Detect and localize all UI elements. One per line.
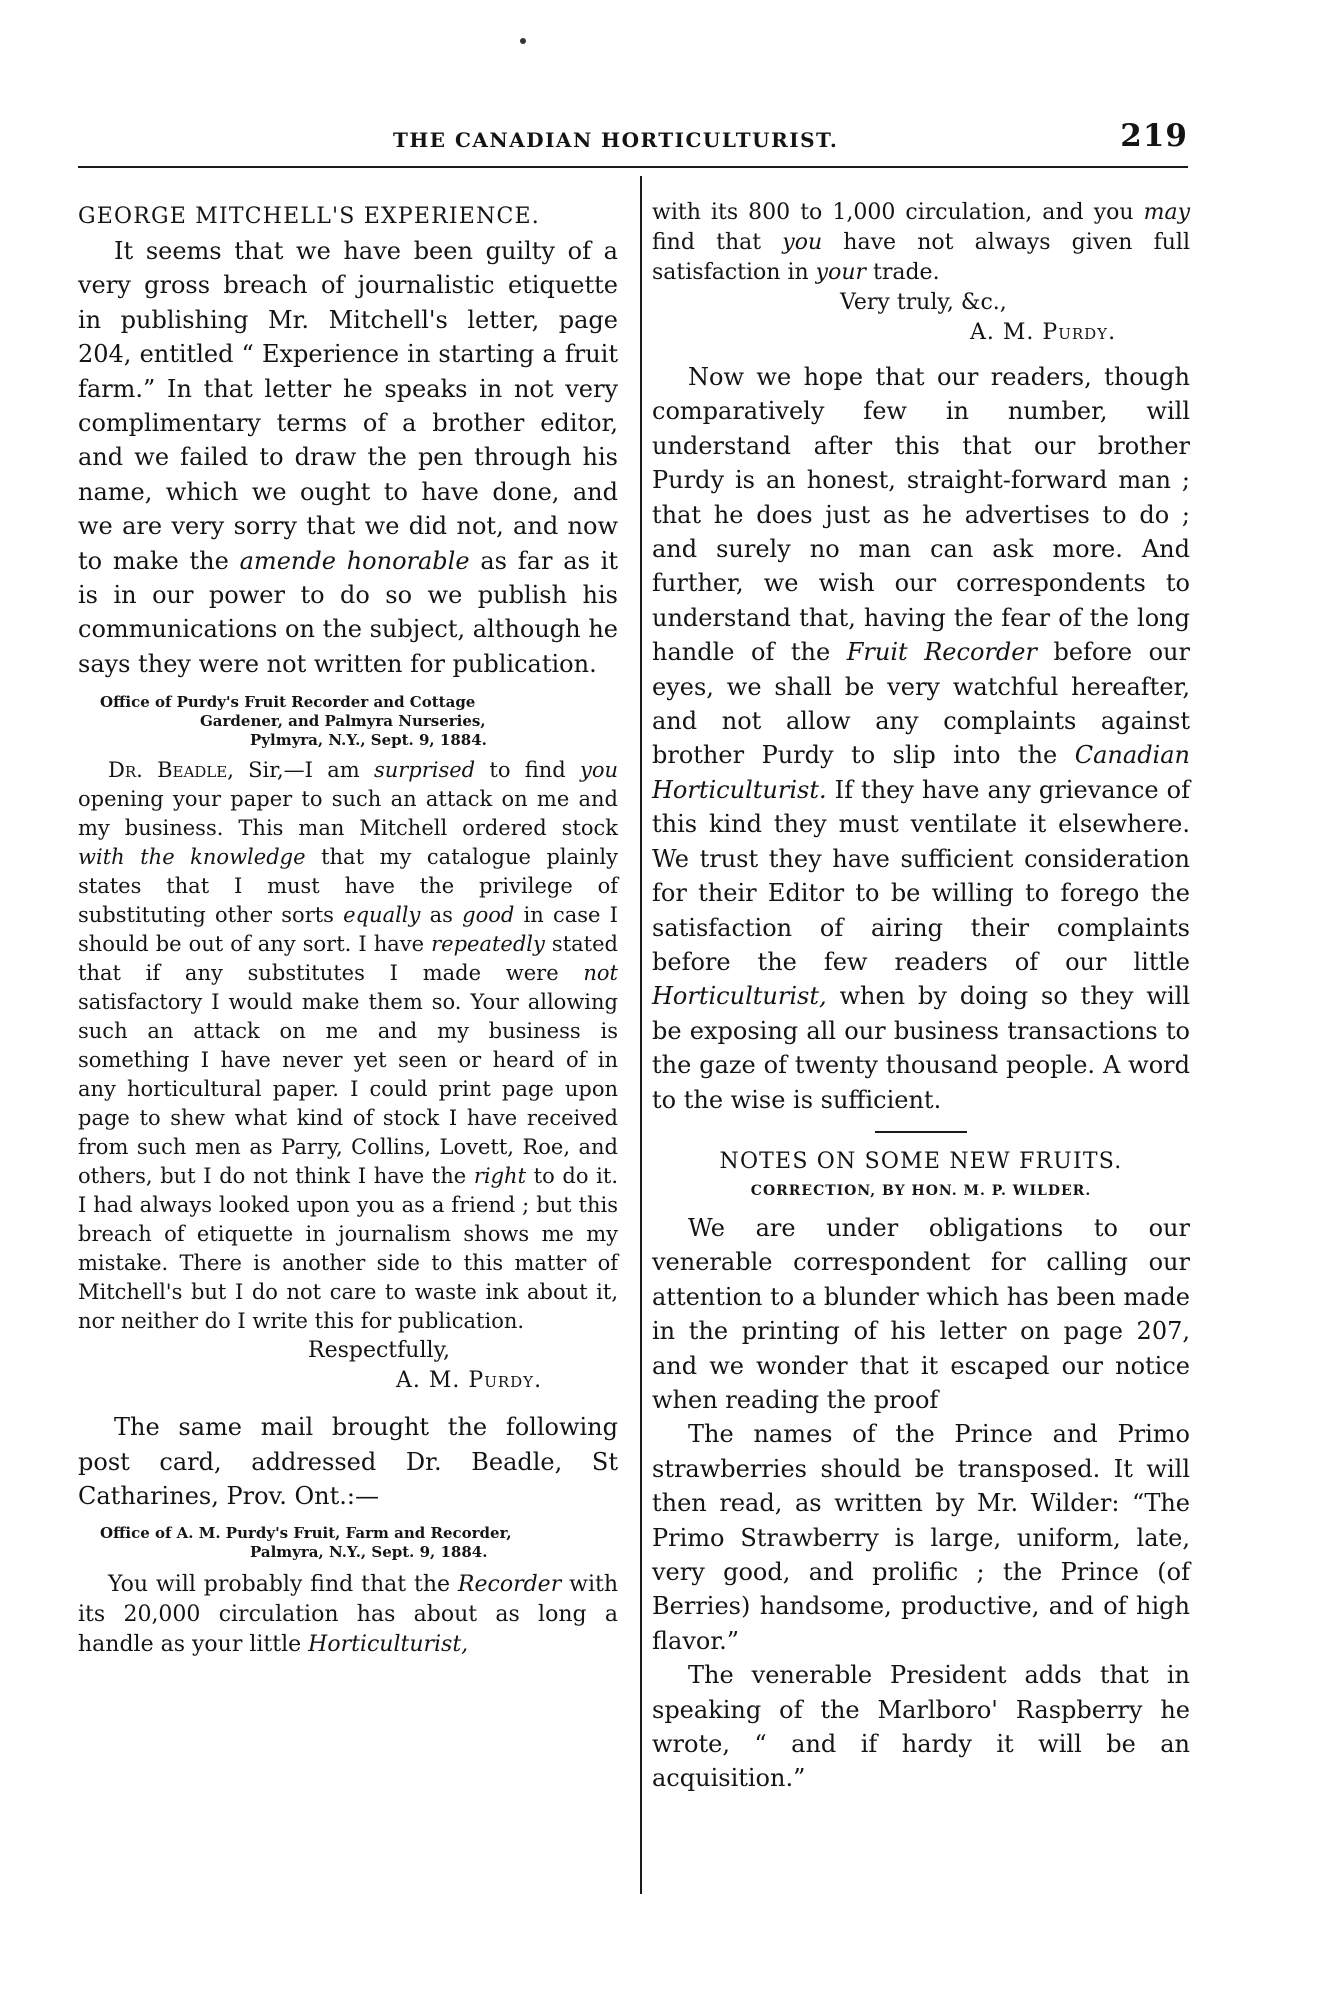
column-divider <box>640 176 642 1894</box>
purdy-letter <box>78 756 618 1336</box>
postcard-intro: The same mail brought the following post card, addressed Dr. Beadle, St Catharines, Prov. Ont.:— <box>78 1413 618 1511</box>
postcard-italic: Recorder <box>457 1571 562 1597</box>
letter-italic: repeatedly <box>431 932 545 957</box>
editorial-text: If they have any grievance of this kind they must ventilate it elsewhere. We trust they have sufficient consideration for their Editor to be willing to forego the satisfaction of airing their complaints before the few readers of our little <box>652 775 1190 976</box>
editorial-italic: Canadian Horticulturist. <box>652 741 1190 804</box>
editorial-paragraph <box>652 360 1190 1117</box>
letter-italic: right <box>473 1164 527 1189</box>
postcard-italic: you <box>782 230 823 255</box>
letter-italic: surprised <box>373 758 476 783</box>
postcard-span: You will probably find that the <box>108 1571 458 1597</box>
article-title-new-fruits: NOTES ON SOME NEW FRUITS. <box>719 1148 1123 1174</box>
letter-salutation: Dr. Beadle, <box>108 758 234 783</box>
correction-paragraph-2: The names of the Prince and Primo strawberries should be transposed. It will then read, as written by Mr. Wilder: “The Primo Strawberry is large, uniform, late, very good, and prolific ; the Prince (of Berries) handsome, productive, and of high flavor.” <box>652 1420 1190 1655</box>
letter-italic: equally <box>343 903 421 928</box>
correction-paragraph-1: We are under obligations to our venerable correspondent for calling our attention to a blunder which has been made in the printing of his letter on page 207, and we wonder that it escaped our notice when reading the proof <box>652 1213 1190 1414</box>
editorial-italic: Horticulturist, <box>652 982 827 1011</box>
letter-signature <box>78 1366 618 1396</box>
letter-text: opening your paper to such an attack on me and my business. This man Mitchell ordered stock <box>78 787 618 841</box>
dateline-purdy-recorder <box>78 693 618 750</box>
letter-italic: good <box>462 903 515 928</box>
intro-text: It seems that we have been guilty of a very gross breach of journalistic etiquette in publishing Mr. Mitchell's letter, page 204, entitled “ Experience in starting a fruit farm.” In that letter he speaks in not very complimentary terms of a brother editor, and we failed to draw the pen through his name, which we ought to have done, and we are very sorry that we did not, and now to make the <box>78 237 618 575</box>
postcard-italic: Horticulturist, <box>308 1631 469 1657</box>
letter-italic: you <box>579 758 619 783</box>
postcard-italic: your <box>815 260 866 285</box>
postcard-italic: may <box>1143 200 1190 225</box>
section-rule <box>875 1131 967 1133</box>
postcard-text <box>78 1570 618 1660</box>
editorial-text: before our eyes, we shall be very watchful hereafter, and not allow any complaints against brother Purdy to slip into the <box>652 638 1190 770</box>
postcard-span: with its 800 to 1,000 circulation, and you <box>652 200 1144 225</box>
signature-name: Purdy. <box>468 1368 543 1394</box>
dateline-line-1: Office of Purdy's Fruit Recorder and Cottage <box>100 693 476 712</box>
editorial-text: Now we hope that our readers, though comparatively few in number, will understand after this that our brother Purdy is an honest, straight-forward man ; that he does just as he advertises to do ; and surely no man can ask more. And further, we wish our correspondents to understand that, having the fear of the long handle of the <box>652 363 1190 667</box>
signature-initials: A. M. <box>970 320 1035 345</box>
letter-text: Sir,—I am <box>233 758 374 783</box>
dateline-line-2: Gardener, and Palmyra Nurseries, <box>200 712 486 731</box>
letter-text: to find <box>475 758 580 783</box>
intro-italic: amende honorable <box>239 546 470 575</box>
letter-text: in case I should be out of any sort. I have <box>78 903 618 957</box>
correction-paragraph-3: The venerable President adds that in speaking of the Marlboro' Raspberry he wrote, “ and if hardy it will be an acquisition.” <box>652 1661 1190 1793</box>
postcard-signature <box>652 318 1190 348</box>
signature-name: Purdy. <box>1042 320 1117 345</box>
left-column <box>78 200 618 1660</box>
postcard-closing: Very truly, &c., <box>840 290 1007 315</box>
postcard-span: trade. <box>866 260 940 285</box>
letter-text: satisfactory I would make them so. Your allowing such an attack on me and my business is something I have never yet seen or heard of in any horticultural paper. I could print page upon page to shew what kind of stock I have received from such men as Parry, Collins, Lovett, Roe, and others, but I do not think I have the <box>78 990 618 1189</box>
letter-italic: with the knowledge <box>78 845 306 870</box>
ink-speck <box>520 38 526 44</box>
postcard-span: find that <box>652 230 783 255</box>
postcard-continuation <box>652 198 1190 288</box>
intro-text-end: as far as it is in our power to do so we publish his communications on the subject, although he says they were not written for publication. <box>78 546 619 678</box>
running-head-title: THE CANADIAN HORTICULTURIST. <box>393 128 839 152</box>
letter-text: as <box>420 903 463 928</box>
article-subtitle-correction: CORRECTION, BY HON. M. P. WILDER. <box>750 1182 1092 1199</box>
article-title-mitchell: GEORGE MITCHELL'S EXPERIENCE. <box>78 204 540 229</box>
letter-text: that my catalogue plainly states that I must have the privilege of substituting other sorts <box>78 845 618 928</box>
editorial-text: when by doing so they will be exposing all our business transactions to the gaze of twenty thousand people. A word to the wise is sufficient. <box>652 982 1190 1114</box>
intro-paragraph <box>78 234 618 681</box>
signature-initials: A. M. <box>396 1368 461 1394</box>
editorial-italic: Fruit Recorder <box>846 638 1037 667</box>
postcard-span: with its 20,000 circulation has about as long a handle as your little <box>78 1571 619 1657</box>
running-head <box>78 118 1188 158</box>
dateline-purdy-farm <box>78 1524 618 1562</box>
letter-text: to do it. I had always looked upon you as a friend ; but this breach of etiquette in journalism shows me my mistake. There is another side to this matter of Mitchell's but I do not care to waste ink about it, nor neither do I write this for publication. <box>78 1164 619 1334</box>
dateline2-line-2: Palmyra, N.Y., Sept. 9, 1884. <box>250 1542 488 1561</box>
page-number: 219 <box>1120 118 1188 154</box>
right-column <box>652 198 1190 1796</box>
letter-closing: Respectfully, <box>308 1338 451 1364</box>
letter-text: stated that if any substitutes I made were <box>78 932 618 986</box>
postcard-span: have not always given full satisfaction in <box>652 230 1190 285</box>
dateline-line-3: Pylmyra, N.Y., Sept. 9, 1884. <box>250 731 487 750</box>
header-rule <box>78 166 1188 168</box>
letter-italic: not <box>583 961 618 986</box>
dateline2-line-1: Office of A. M. Purdy's Fruit, Farm and Recorder, <box>100 1523 512 1542</box>
